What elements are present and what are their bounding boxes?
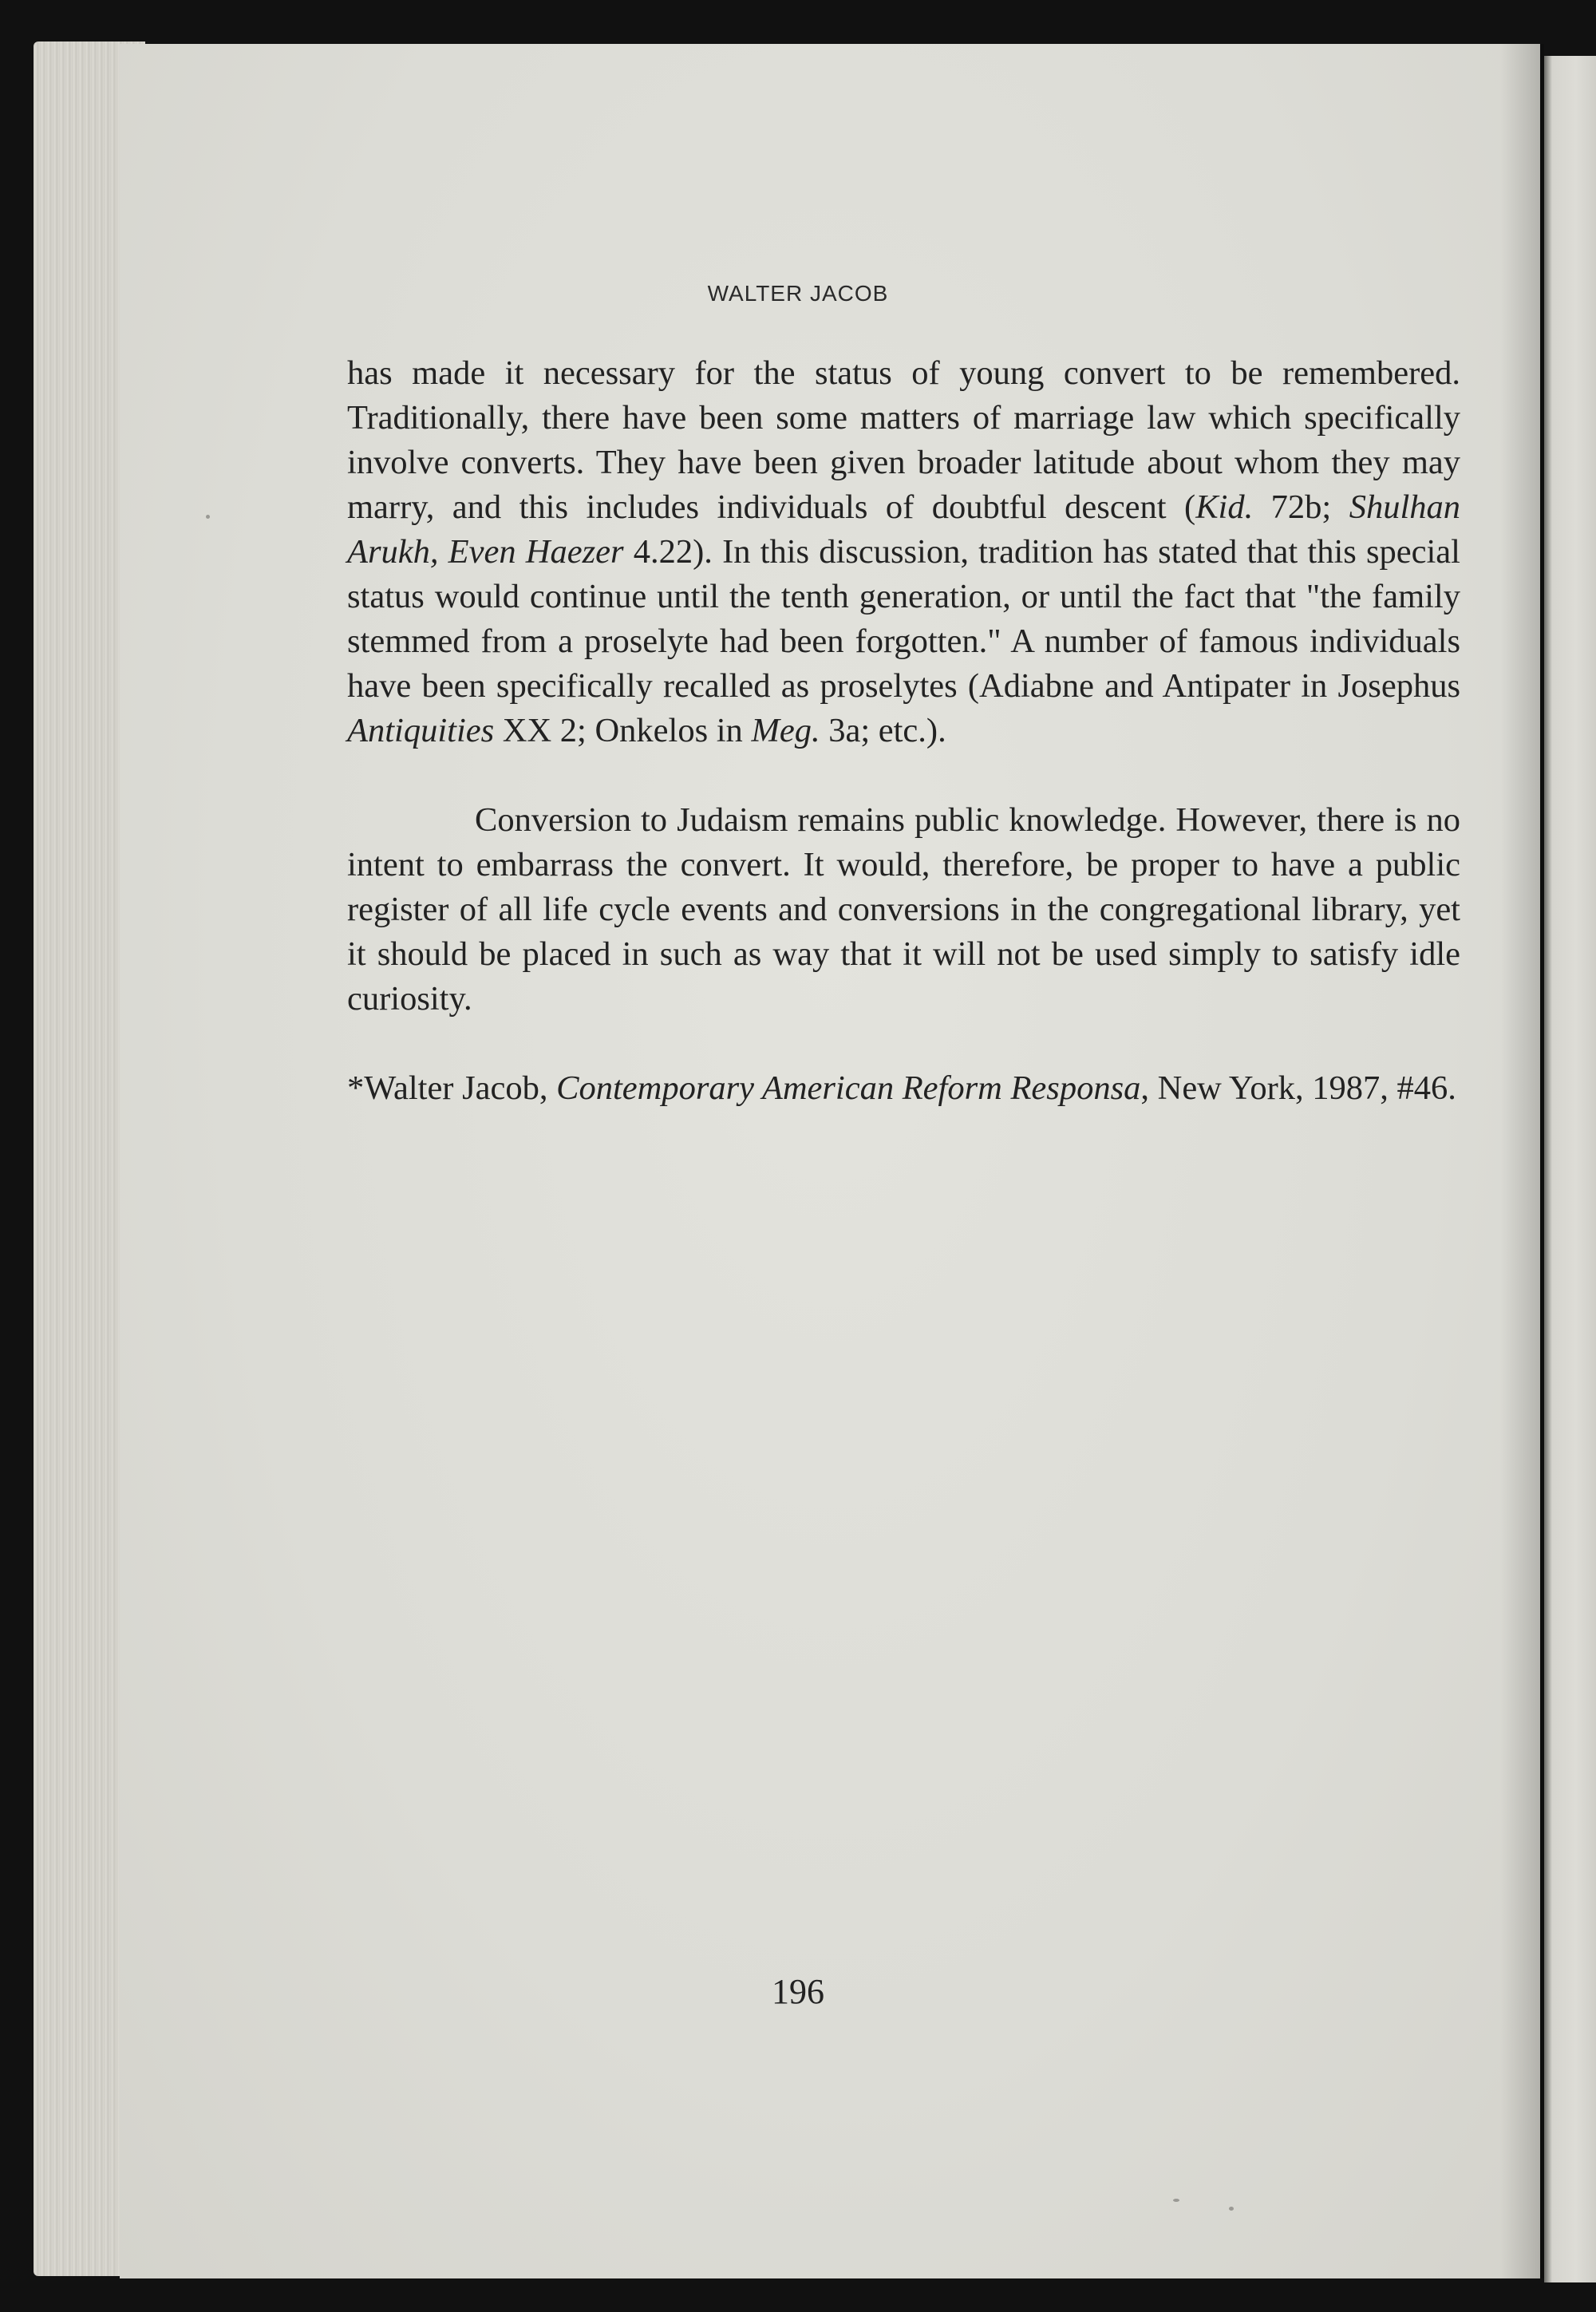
citation-meg: Meg.: [751, 712, 820, 749]
paper-speck: [1229, 2207, 1234, 2211]
paragraph-1-text-4: XX 2; Onkelos in: [494, 712, 752, 749]
footnote: [347, 1066, 1460, 1111]
running-head: WALTER JACOB: [707, 281, 889, 306]
paragraph-1-text-3: 4.22). In this discussion, tradition has stated that this special status would continue until the tenth generation, or until the fact that "the family stemmed from a proselyte had been forgotten." A number of famous individuals have been specifically recalled as proselytes (Adiabne and Antipater in Josephus: [347, 533, 1460, 705]
page-number: 196: [772, 1972, 824, 2011]
facing-page-edge: [1544, 56, 1596, 2282]
paragraph-1: [347, 351, 1460, 753]
body-text: [347, 351, 1460, 1111]
paragraph-1-text-2: 72b;: [1253, 488, 1349, 526]
gutter-shadow: [1500, 44, 1544, 2278]
paper-speck: [1173, 2199, 1179, 2202]
footnote-publication: , New York, 1987, #46.: [1140, 1069, 1456, 1107]
citation-shulhan-arukh: Shulhan Arukh, Even Haezer: [347, 488, 1460, 571]
paragraph-1-text-1: has made it necessary for the status of young convert to be remembered. Traditionally, there have been some matters of marriage law which specifically involve converts. They have been given broader latitude about whom they may marry, and this includes individuals of doubtful descent (: [347, 354, 1460, 526]
citation-antiquities: Antiquities: [347, 712, 495, 749]
footnote-author: *Walter Jacob,: [347, 1069, 557, 1107]
paper-speck: [206, 515, 210, 519]
paragraph-2: Conversion to Judaism remains public knowledge. However, there is no intent to embarrass the convert. It would, therefore, be proper to have a public register of all life cycle events and conversions in the congregational library, yet it should be placed in such as way that it will not be used simply to satisfy idle curiosity.: [347, 801, 1460, 1018]
citation-kid: Kid.: [1195, 488, 1254, 526]
footnote-title: Contemporary American Reform Responsa: [556, 1069, 1141, 1107]
paragraph-1-text-5: 3a; etc.).: [820, 712, 946, 749]
